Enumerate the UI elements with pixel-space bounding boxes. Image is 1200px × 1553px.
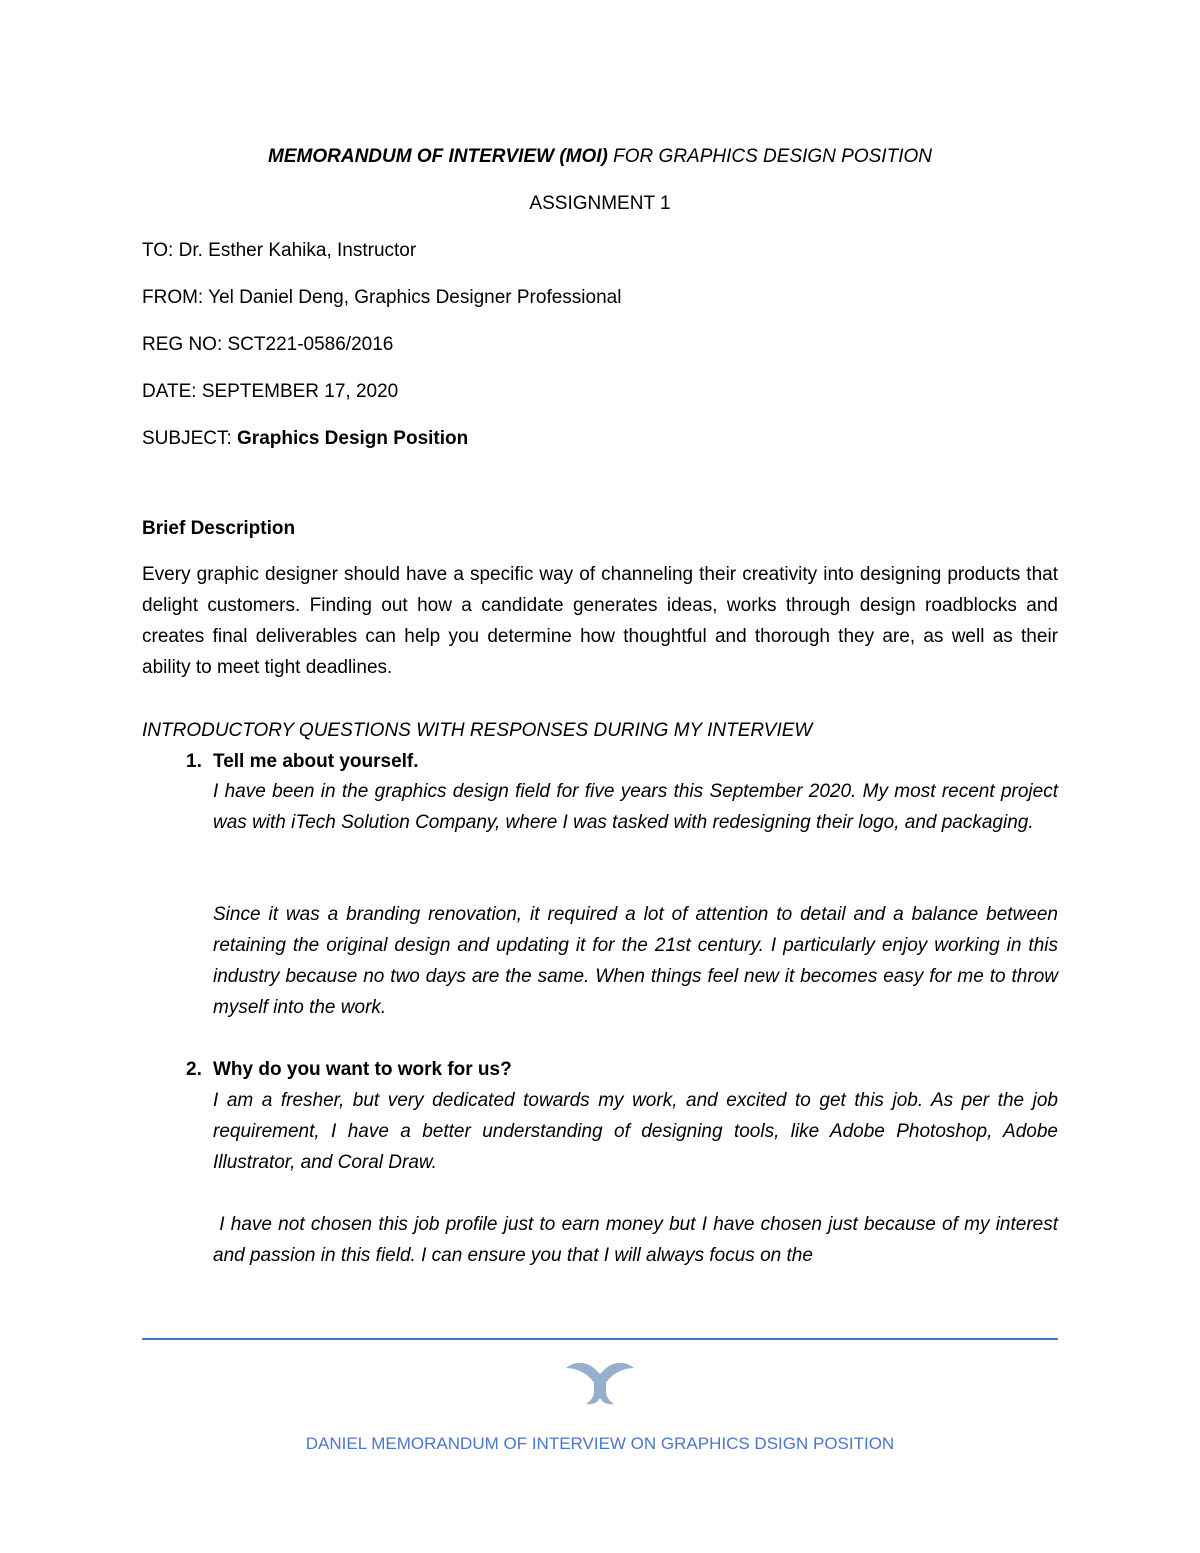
answer-paragraph: I have been in the graphics design field for five years this September 2020. My most recent project was with iTech Solution Company, where I was tasked with redesigning their logo, and packaging. [213,781,1058,833]
memo-reg-no: REG NO: SCT221-0586/2016 [142,334,394,355]
memo-date: DATE: SEPTEMBER 17, 2020 [142,381,399,402]
title-bold-part: MEMORANDUM OF INTERVIEW (MOI) [268,146,608,167]
question-text: Tell me about yourself. [213,751,419,772]
question-item [186,750,419,774]
title-italic-part: FOR GRAPHICS DESIGN POSITION [607,146,932,167]
question-number: 2. [186,1059,202,1080]
memo-from: FROM: Yel Daniel Deng, Graphics Designer Professional [142,287,622,308]
stylized-bird-icon [562,1356,638,1408]
answer-paragraph: Since it was a branding renovation, it required a lot of attention to detail and a balance between retaining the original design and updating it for the 21st century. I particularly enjoy working in this industry because no two days are the same. When things feel new it becomes easy for me to throw myself into the work. [213,904,1058,1018]
footer-divider [142,1338,1058,1340]
description-heading: Brief Description [142,518,296,539]
description-body: Every graphic designer should have a specific way of channeling their creativity into designing products that delight customers. Finding out how a candidate generates ideas, works through design roadblocks and creates final deliverables can help you determine how thoughtful and thorough they are, as well as their ability to meet tight deadlines. [142,564,1058,678]
questions-heading: INTRODUCTORY QUESTIONS WITH RESPONSES DURING MY INTERVIEW [142,720,813,741]
page-title [0,145,1200,169]
question-text: Why do you want to work for us? [213,1059,512,1080]
memo-to: TO: Dr. Esther Kahika, Instructor [142,240,417,261]
question-number: 1. [186,751,202,772]
memo-subject [142,427,468,451]
subject-label: SUBJECT: [142,428,238,449]
question-item [186,1058,512,1082]
footer-text: DANIEL MEMORANDUM OF INTERVIEW ON GRAPHICS DSIGN POSITION [305,1434,895,1453]
answer-paragraph: I am a fresher, but very dedicated towards my work, and excited to get this job. As per the job requirement, I have a better understanding of designing tools, like Adobe Photoshop, Adobe Illustrator, and Coral Draw. [213,1090,1058,1173]
assignment-label: ASSIGNMENT 1 [529,193,671,214]
answer-paragraph: I have not chosen this job profile just to earn money but I have chosen just because of my interest and passion in this field. I can ensure you that I will always focus on the [213,1214,1064,1266]
subject-value: Graphics Design Position [237,428,469,449]
